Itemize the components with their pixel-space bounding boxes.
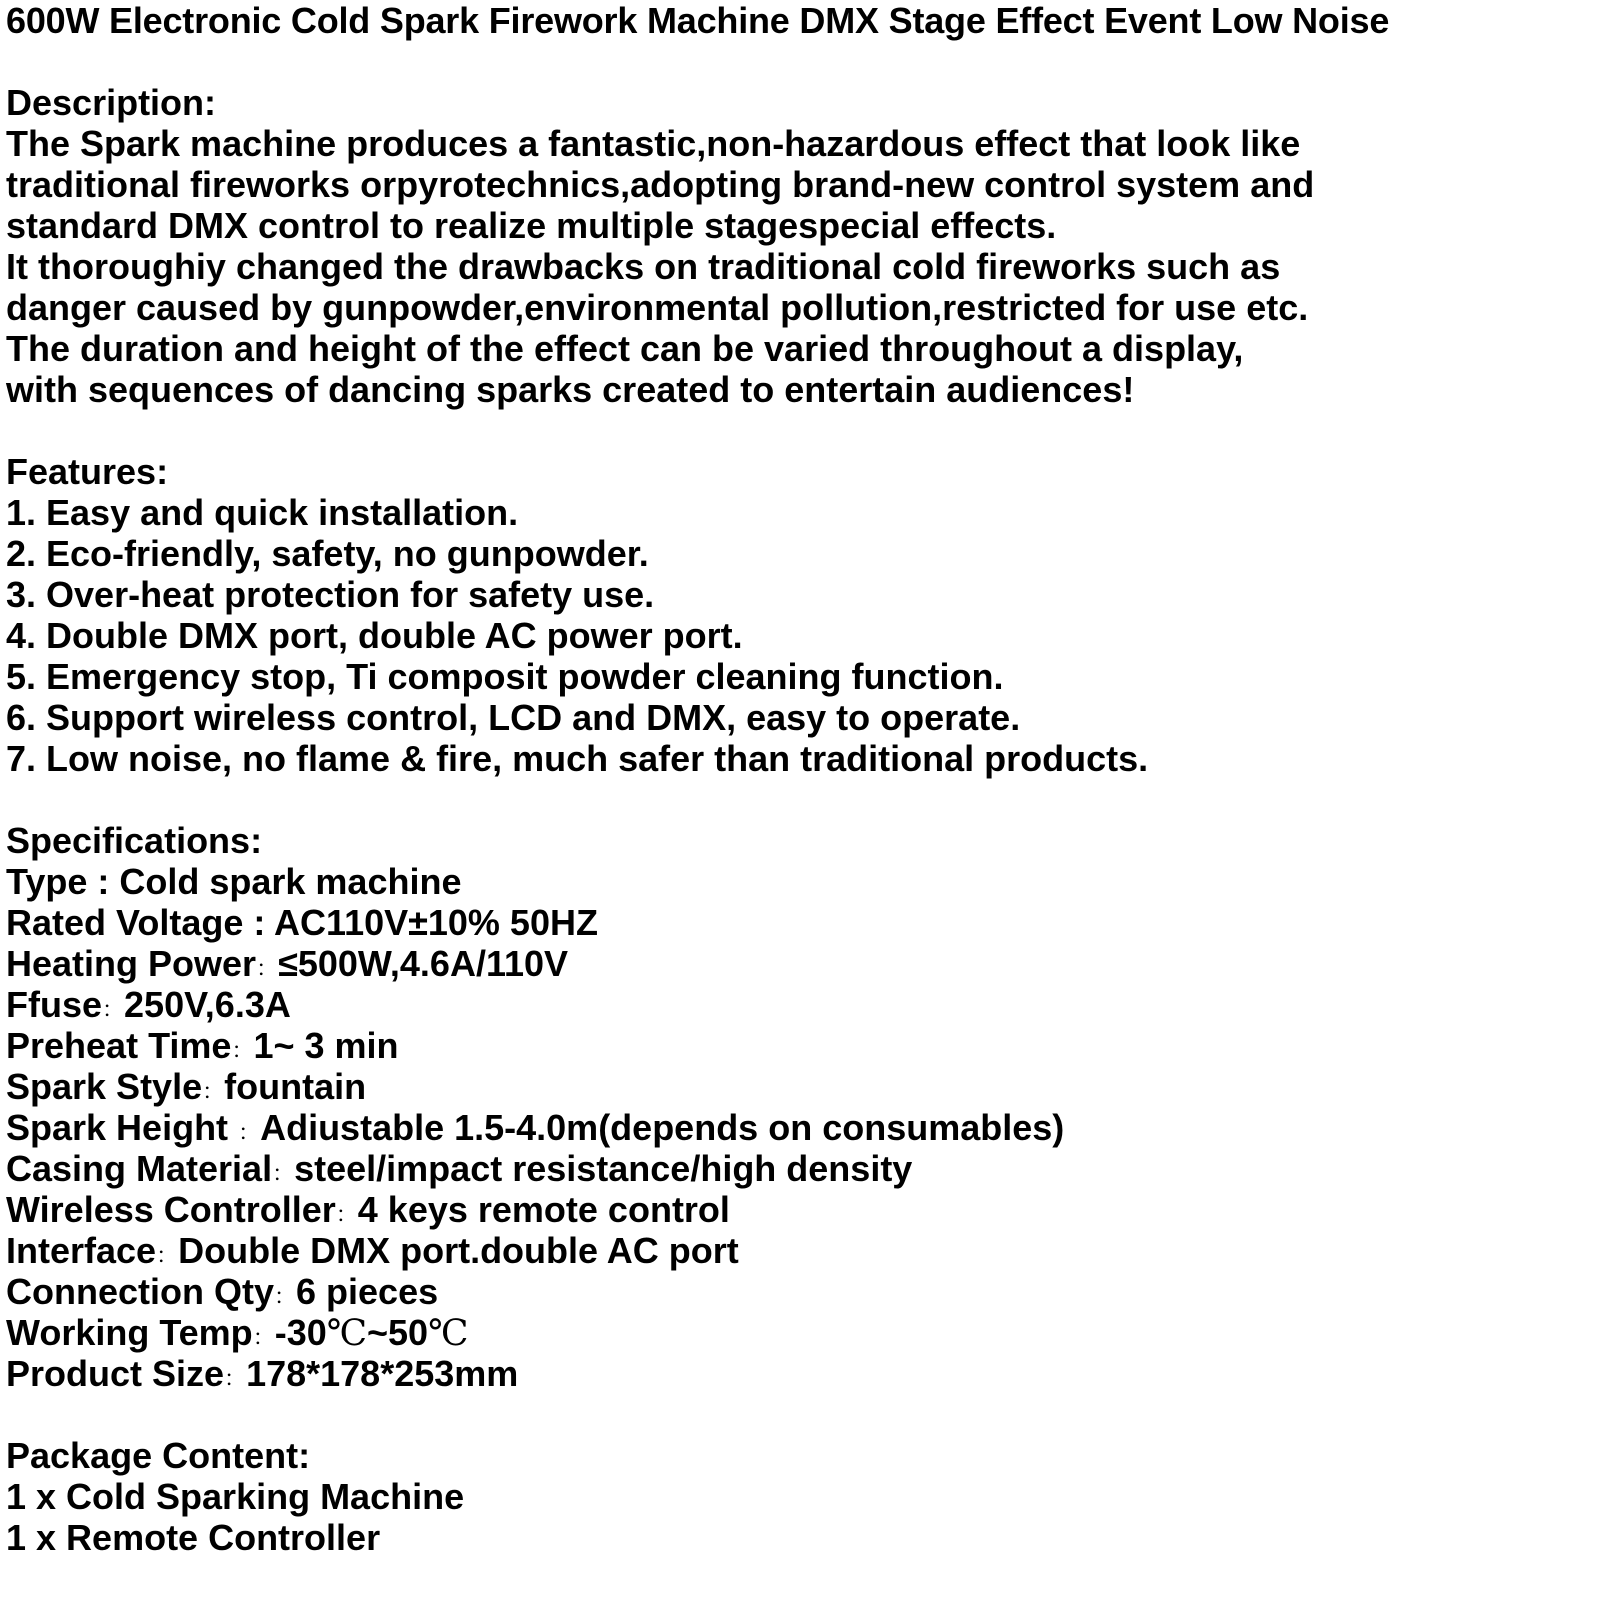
celsius-unit: ℃ <box>326 1313 368 1354</box>
package-heading: Package Content: <box>6 1435 311 1476</box>
spec-separator: ： <box>272 1162 295 1187</box>
spec-value: fountain <box>224 1066 367 1107</box>
spec-row-casing-material <box>6 1148 1596 1189</box>
spec-label: Rated Voltage <box>6 902 244 943</box>
features-heading: Features: <box>6 451 169 492</box>
spec-value: 1~ 3 min <box>253 1025 399 1066</box>
spec-value-high: ~50 <box>367 1312 429 1353</box>
spec-label: Heating Power <box>6 943 257 984</box>
spec-row-interface <box>6 1230 1596 1271</box>
spec-label: Spark Style <box>6 1066 203 1107</box>
spec-row-rated-voltage <box>6 902 1596 943</box>
spec-separator: : <box>87 861 120 902</box>
specifications-heading: Specifications: <box>6 820 263 861</box>
spec-row-fuse <box>6 984 1596 1025</box>
spec-row-spark-height <box>6 1107 1596 1148</box>
spec-value: steel/impact resistance/high density <box>294 1148 913 1189</box>
spec-separator: ： <box>335 1203 358 1228</box>
feature-item: 7. Low noise, no flame & fire, much safer than traditional products. <box>6 738 1149 779</box>
description-line: danger caused by gunpowder,environmental pollution,restricted for use etc. <box>6 287 1309 328</box>
description-section <box>6 82 1596 410</box>
feature-item: 5. Emergency stop, Ti composit powder cleaning function. <box>6 656 1004 697</box>
spec-row-working-temp <box>6 1312 1596 1353</box>
features-section <box>6 451 1596 779</box>
spec-value: 250V,6.3A <box>124 984 291 1025</box>
description-line: with sequences of dancing sparks created to entertain audiences! <box>6 369 1135 410</box>
spec-value: Cold spark machine <box>119 861 462 902</box>
description-line: It thoroughiy changed the drawbacks on traditional cold fireworks such as <box>6 246 1281 287</box>
spec-separator: ： <box>256 957 279 982</box>
product-title: 600W Electronic Cold Spark Firework Machine DMX Stage Effect Event Low Noise <box>6 0 1390 41</box>
feature-item: 3. Over-heat protection for safety use. <box>6 574 655 615</box>
spec-row-product-size <box>6 1353 1596 1394</box>
spec-row-preheat-time <box>6 1025 1596 1066</box>
spec-value: 4 keys remote control <box>357 1189 730 1230</box>
spec-label: Interface <box>6 1230 157 1271</box>
description-line: standard DMX control to realize multiple stagespecial effects. <box>6 205 1057 246</box>
spec-row-wireless-controller <box>6 1189 1596 1230</box>
spec-value: AC110V±10% 50HZ <box>274 902 598 943</box>
spec-label: Spark Height <box>6 1107 239 1148</box>
spec-label: Type <box>6 861 88 902</box>
spacer <box>6 410 1596 451</box>
spec-separator: ： <box>231 1039 254 1064</box>
spec-label: Preheat Time <box>6 1025 232 1066</box>
feature-item: 1. Easy and quick installation. <box>6 492 519 533</box>
spec-label: Ffuse <box>6 984 103 1025</box>
spacer <box>6 41 1596 82</box>
spec-value: Adiustable 1.5-4.0m(depends on consumables) <box>260 1107 1065 1148</box>
spec-value: ≤500W,4.6A/110V <box>278 943 569 984</box>
spec-label: Wireless Controller <box>6 1189 336 1230</box>
spec-value-low: -30 <box>274 1312 327 1353</box>
specifications-section <box>6 820 1596 1394</box>
spec-separator: ： <box>238 1121 261 1146</box>
spec-value: 178*178*253mm <box>246 1353 519 1394</box>
spec-value: 6 pieces <box>296 1271 439 1312</box>
spec-separator: ： <box>202 1080 225 1105</box>
spec-label: Connection Qty <box>6 1271 274 1312</box>
spacer <box>6 1394 1596 1435</box>
spec-row-type <box>6 861 1596 902</box>
spec-value: Double DMX port.double AC port <box>178 1230 739 1271</box>
feature-item: 6. Support wireless control, LCD and DMX, easy to operate. <box>6 697 1021 738</box>
description-line: traditional fireworks orpyrotechnics,adopting brand-new control system and <box>6 164 1315 205</box>
spec-label: Working Temp <box>6 1312 253 1353</box>
description-line: The Spark machine produces a fantastic,non-hazardous effect that look like <box>6 123 1301 164</box>
feature-item: 2. Eco-friendly, safety, no gunpowder. <box>6 533 649 574</box>
spec-separator: ： <box>102 998 125 1023</box>
feature-item: 4. Double DMX port, double AC power port. <box>6 615 743 656</box>
product-document <box>6 0 1596 1558</box>
package-section <box>6 1435 1596 1558</box>
spec-separator: ： <box>156 1244 179 1269</box>
description-line: The duration and height of the effect can be varied throughout a display, <box>6 328 1244 369</box>
spec-label: Casing Material <box>6 1148 273 1189</box>
spec-row-spark-style <box>6 1066 1596 1107</box>
spec-separator: : <box>243 902 275 943</box>
spec-separator: ： <box>224 1367 247 1392</box>
spec-separator: ： <box>252 1326 275 1351</box>
spec-row-heating-power <box>6 943 1596 984</box>
spec-row-connection-qty <box>6 1271 1596 1312</box>
package-item: 1 x Remote Controller <box>6 1517 381 1558</box>
spec-separator: ： <box>274 1285 297 1310</box>
spacer <box>6 779 1596 820</box>
description-heading: Description: <box>6 82 217 123</box>
spec-label: Product Size <box>6 1353 225 1394</box>
celsius-unit: ℃ <box>428 1313 469 1354</box>
package-item: 1 x Cold Sparking Machine <box>6 1476 465 1517</box>
